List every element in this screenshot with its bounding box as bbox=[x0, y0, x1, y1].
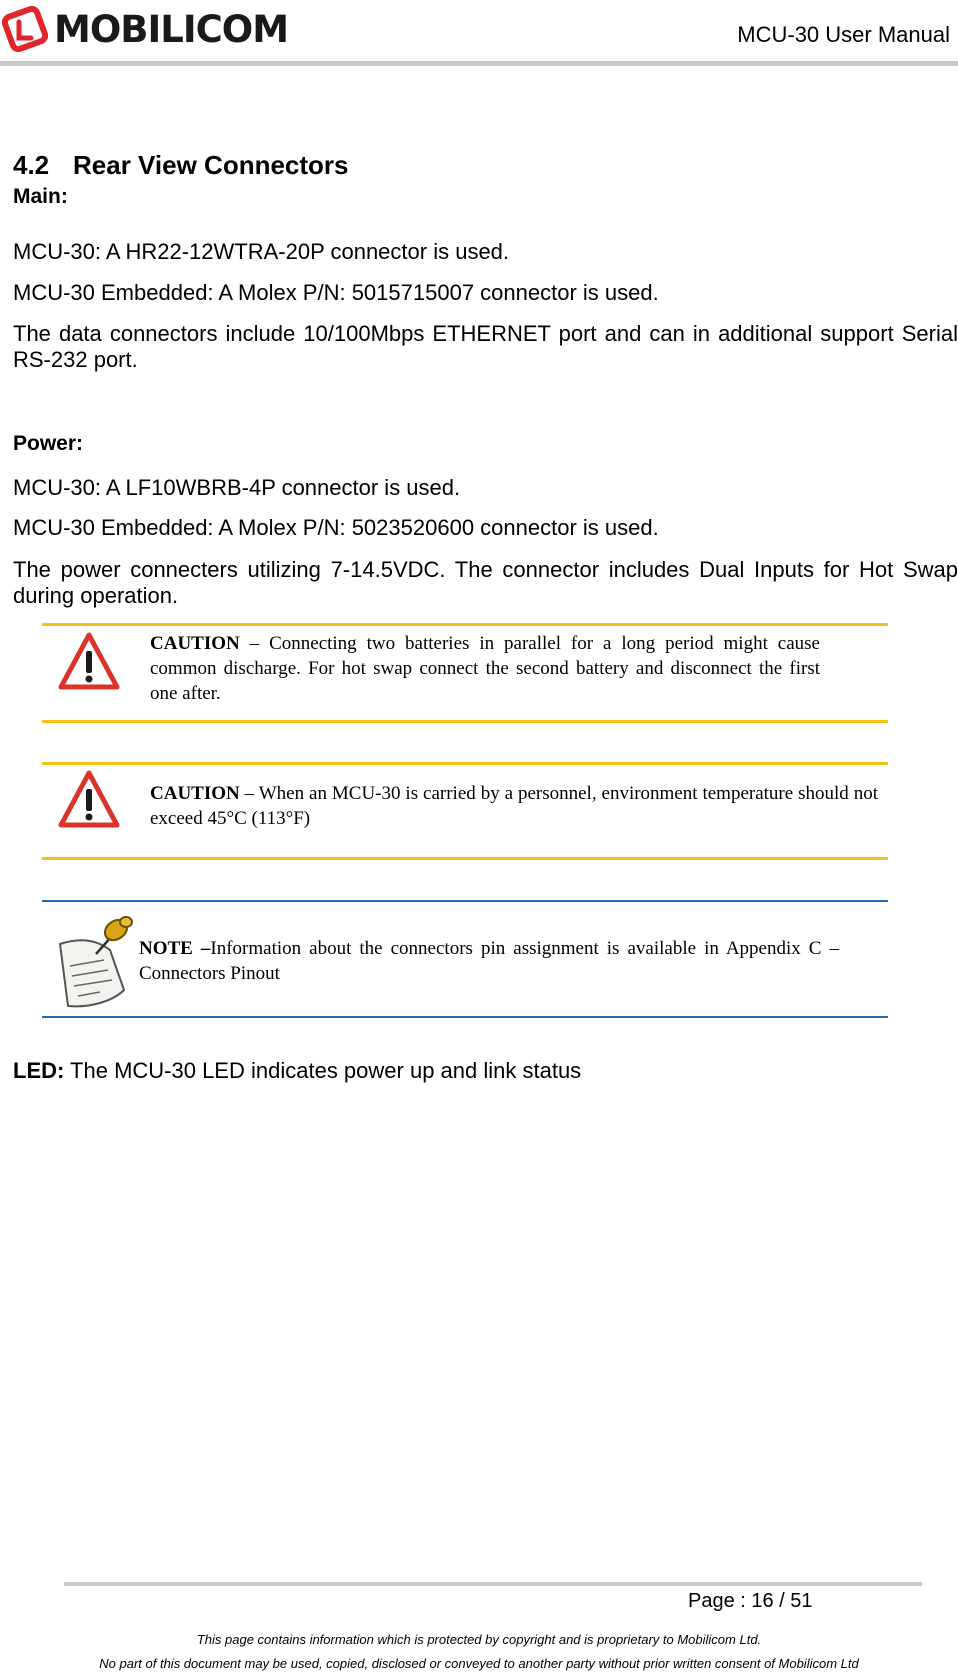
note-box bbox=[42, 900, 888, 1018]
power-paragraph: The power connecters utilizing 7-14.5VDC. The connector includes Dual Inputs for Hot Swap during operation. bbox=[13, 557, 958, 608]
page-header bbox=[0, 0, 958, 66]
footer-divider bbox=[64, 1582, 922, 1586]
main-heading: Main: bbox=[13, 185, 68, 208]
pushpin-note-icon bbox=[52, 910, 142, 1010]
note-body: Information about the connectors pin assignment is available in Appendix C – Connectors Pinout bbox=[139, 938, 839, 984]
footer-disclaimer: No part of this document may be used, copied, disclosed or conveyed to another party without prior written consent of Mobilicom Ltd bbox=[99, 1656, 859, 1671]
led-text: The MCU-30 LED indicates power up and link status bbox=[64, 1058, 582, 1083]
caution-1-body: – Connecting two batteries in parallel for a long period might cause common discharge. For hot swap connect the second battery and disconnect the first one after. bbox=[150, 633, 820, 704]
caution-2-label: CAUTION bbox=[150, 783, 240, 804]
caution-2-text bbox=[150, 781, 878, 831]
manual-title: MCU-30 User Manual bbox=[737, 22, 950, 47]
header-divider bbox=[0, 61, 958, 66]
section-heading bbox=[13, 150, 349, 181]
caution-1-label: CAUTION bbox=[150, 633, 240, 654]
caution-box-1 bbox=[42, 623, 888, 723]
caution-box-2 bbox=[42, 762, 888, 860]
caution-2-body: – When an MCU-30 is carried by a personnel, environment temperature should not exceed 45°C (113°F) bbox=[150, 783, 878, 829]
page-number: Page : 16 / 51 bbox=[688, 1590, 813, 1612]
main-line-1: MCU-30: A HR22-12WTRA-20P connector is used. bbox=[13, 239, 510, 264]
warning-triangle-icon bbox=[58, 631, 120, 691]
section-number: 4.2 bbox=[13, 150, 50, 180]
logo-text: MOBILICOM bbox=[54, 8, 289, 51]
section-title: Rear View Connectors bbox=[73, 150, 349, 180]
note-text bbox=[139, 936, 839, 986]
power-heading: Power: bbox=[13, 432, 84, 455]
main-line-2: MCU-30 Embedded: A Molex P/N: 5015715007 connector is used. bbox=[13, 280, 659, 305]
mobilicom-logo-icon bbox=[2, 4, 50, 56]
main-paragraph: The data connectors include 10/100Mbps ETHERNET port and can in additional support Serial RS-232 port. bbox=[13, 321, 958, 372]
warning-triangle-icon bbox=[58, 769, 120, 829]
power-line-2: MCU-30 Embedded: A Molex P/N: 5023520600 connector is used. bbox=[13, 515, 659, 540]
led-label: LED: bbox=[13, 1058, 65, 1083]
note-label: NOTE – bbox=[139, 938, 211, 959]
led-paragraph bbox=[13, 1058, 581, 1084]
caution-1-text bbox=[150, 631, 820, 706]
power-line-1: MCU-30: A LF10WBRB-4P connector is used. bbox=[13, 475, 461, 500]
footer-copyright: This page contains information which is protected by copyright and is proprietary to Mobilicom Ltd. bbox=[196, 1632, 762, 1647]
mobilicom-logo bbox=[2, 4, 288, 56]
